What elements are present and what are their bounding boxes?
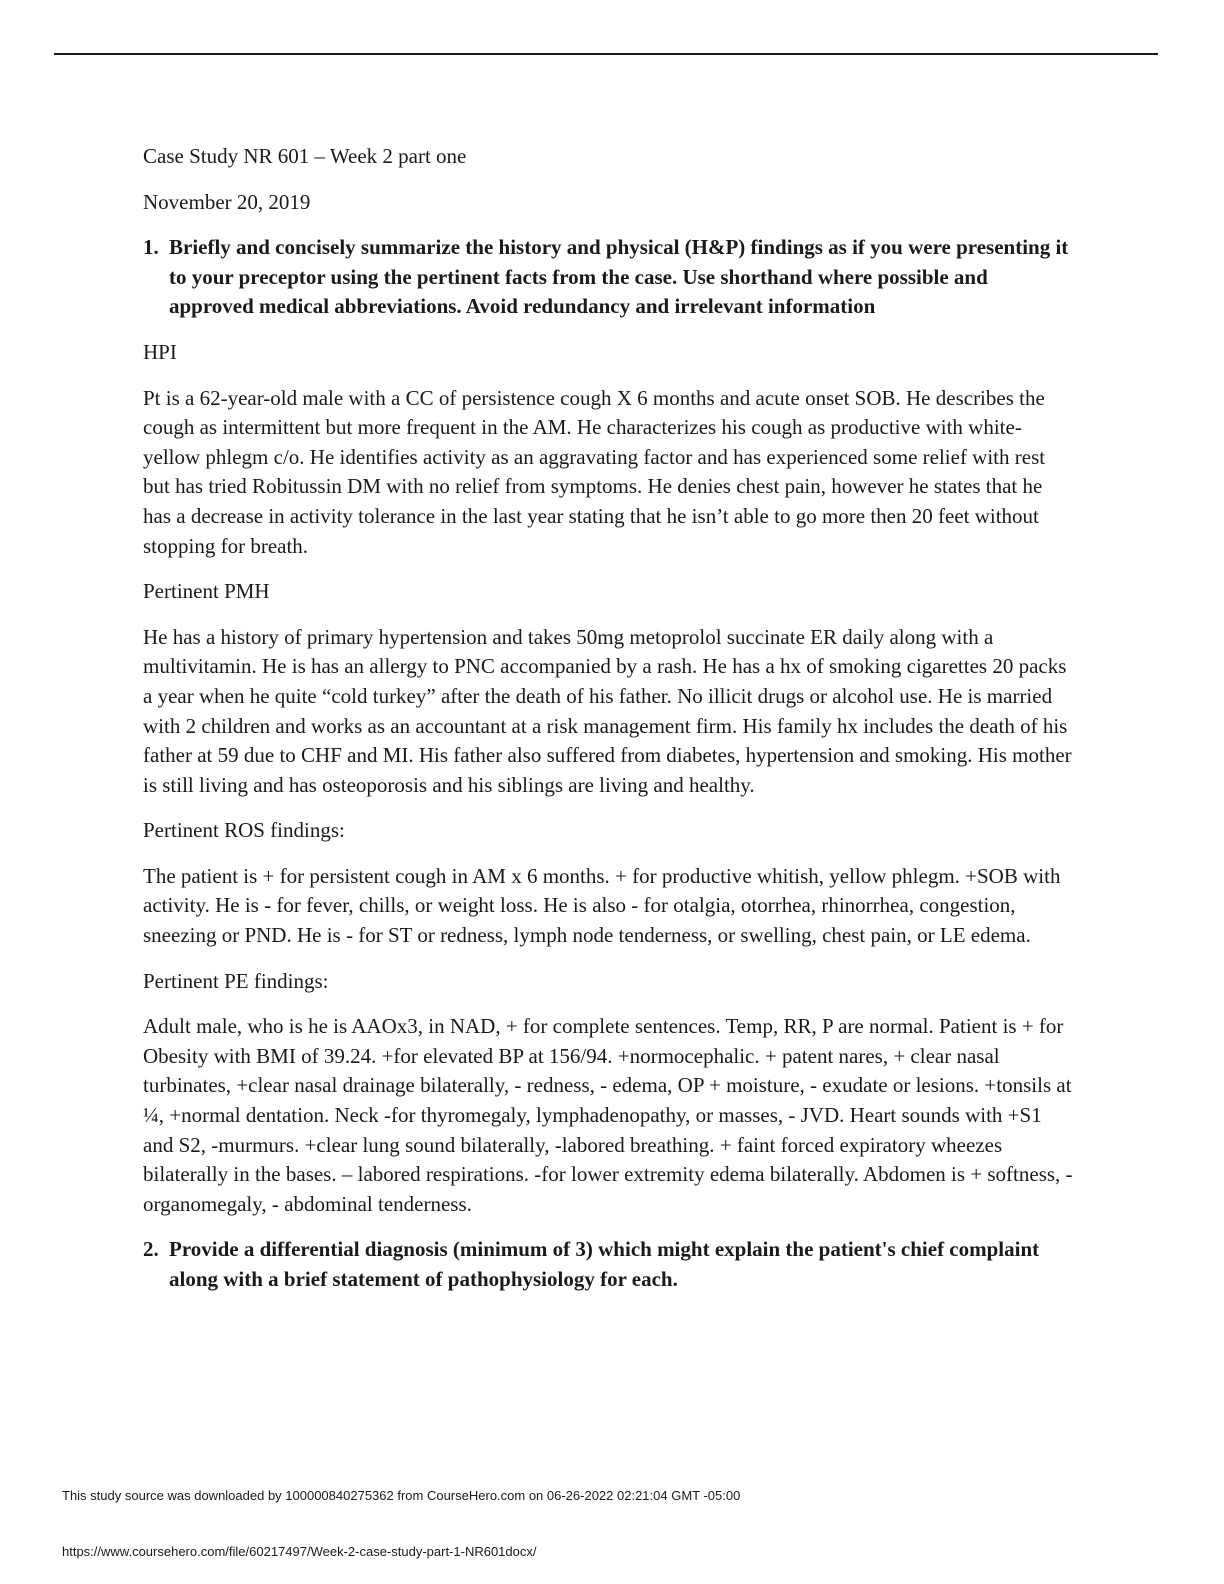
question-2-text: Provide a differential diagnosis (minimum of 3) which might explain the patient's chief complaint along with a brief statement of pathophysiology for each. bbox=[169, 1237, 1040, 1291]
question-2-number: 2. bbox=[143, 1237, 159, 1262]
source-url[interactable]: https://www.coursehero.com/file/60217497/Week-2-case-study-part-1-NR601docx/ bbox=[62, 1544, 537, 1559]
question-2 bbox=[143, 1235, 1073, 1294]
question-1-number: 1. bbox=[143, 235, 159, 260]
document-date: November 20, 2019 bbox=[143, 189, 311, 214]
download-notice: This study source was downloaded by 100000840275362 from CourseHero.com on 06-26-2022 02:21:04 GMT -05:00 bbox=[62, 1488, 741, 1503]
document-body bbox=[143, 142, 1073, 1311]
header-rule bbox=[54, 53, 1158, 55]
question-1 bbox=[143, 233, 1073, 322]
hpi-heading: HPI bbox=[143, 339, 177, 364]
pmh-paragraph: He has a history of primary hypertension and takes 50mg metoprolol succinate ER daily along with a multivitamin. He is has an allergy to PNC accompanied by a rash. He has a hx of smoking cigarettes 20 packs a year when he quite “cold turkey” after the death of his father. No illicit drugs or alcohol use. He is married with 2 children and works as an accountant at a risk management firm. His family hx includes the death of his father at 59 due to CHF and MI. His father also suffered from diabetes, hypertension and smoking. His mother is still living and has osteoporosis and his siblings are living and healthy. bbox=[143, 624, 1072, 797]
hpi-paragraph: Pt is a 62-year-old male with a CC of persistence cough X 6 months and acute onset SOB. He describes the cough as intermittent but more frequent in the AM. He characterizes his cough as productive with white-yellow phlegm c/o. He identifies activity as an aggravating factor and has experienced some relief with rest but has tried Robitussin DM with no relief from symptoms. He denies chest pain, however he states that he has a decrease in activity tolerance in the last year stating that he isn’t able to go more then 20 feet without stopping for breath. bbox=[143, 385, 1046, 558]
question-1-text: Briefly and concisely summarize the history and physical (H&P) findings as if you were presenting it to your preceptor using the pertinent facts from the case. Use shorthand where possible and approved medical abbreviations. Avoid redundancy and irrelevant information bbox=[169, 235, 1069, 319]
document-title: Case Study NR 601 – Week 2 part one bbox=[143, 144, 467, 168]
pe-heading: Pertinent PE findings: bbox=[143, 968, 329, 993]
ros-heading: Pertinent ROS findings: bbox=[143, 818, 345, 843]
ros-paragraph: The patient is + for persistent cough in AM x 6 months. + for productive whitish, yellow phlegm. +SOB with activity. He is - for fever, chills, or weight loss. He is also - for otalgia, otorrhea, rhinorrhea, congestion, sneezing or PND. He is - for ST or redness, lymph node tenderness, or swelling, chest pain, or LE edema. bbox=[143, 863, 1061, 948]
pmh-heading: Pertinent PMH bbox=[143, 579, 270, 604]
pe-paragraph: Adult male, who is he is AAOx3, in NAD, + for complete sentences. Temp, RR, P are normal. Patient is + for Obesity with BMI of 39.24. +for elevated BP at 156/94. +normocephalic. + patent nares, + clear nasal turbinates, +clear nasal drainage bilaterally, - redness, - edema, OP + moisture, - exudate or lesions. +tonsils at ¼, +normal dentation. Neck -for thyromegaly, lymphadenopathy, or masses, - JVD. Heart sounds with +S1 and S2, -murmurs. +clear lung sound bilaterally, -labored breathing. + faint forced expiratory wheezes bilaterally in the bases. – labored respirations. -for lower extremity edema bilaterally. Abdomen is + softness, -organomegaly, - abdominal tenderness. bbox=[143, 1014, 1073, 1216]
